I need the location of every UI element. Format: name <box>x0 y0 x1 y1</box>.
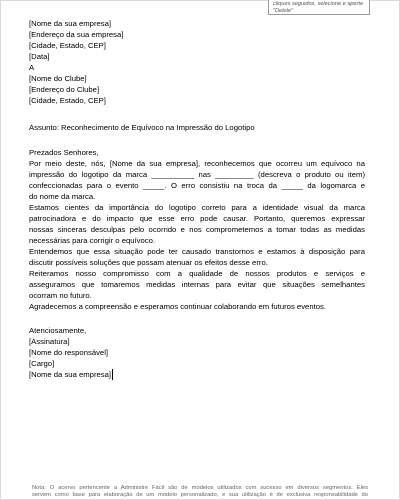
sender-block <box>29 18 365 62</box>
paragraph-5 <box>29 301 365 312</box>
paragraph-line: Reiteramos nosso compromisso com a qualidade de nossos produtos e serviços e <box>29 269 365 278</box>
closing-company-name-row <box>29 369 365 380</box>
paragraph-line: impressão do logotipo da marca __________ nas _________ (descreva o produto ou item) <box>29 170 365 179</box>
letter-subject: Assunto: Reconhecimento de Equívoco na Impressão do Logotipo <box>29 123 255 132</box>
footer-note-line: servem como base para elaboração de um modelo personalizado, e sua utilização é de exclusiva responsabilidade do <box>32 491 368 498</box>
closing-sign-off: Atenciosamente, <box>29 326 87 335</box>
paragraph-2 <box>29 202 365 246</box>
paragraph-4 <box>29 268 365 301</box>
spacer <box>29 312 365 325</box>
recipient-club-name[interactable]: [Nome do Clube] <box>29 74 87 83</box>
spacer <box>29 106 365 122</box>
sender-city-state-zip[interactable]: [Cidade, Estado, CEP] <box>29 41 106 50</box>
sender-company-address[interactable]: [Endereço da sua empresa] <box>29 30 124 39</box>
paragraph-line: Entendemos que essa situação pode ter causado transtornos e estamos à disposição para <box>29 247 365 256</box>
paragraph-line: Estamos cientes da importância do logotipo correto para a identidade visual da marca <box>29 203 365 212</box>
closing-signature[interactable]: [Assinatura] <box>29 337 70 346</box>
paragraph-line: necessárias para corrigir o equívoco. <box>29 236 156 245</box>
recipient-city-state-zip[interactable]: [Cidade, Estado, CEP] <box>29 96 106 105</box>
paragraph-3 <box>29 246 365 268</box>
footer-note-line: Nota: O acervo pertencente a Administre Fácil são de modelos utilizados com sucesso em diversos segmentos. Eles <box>32 485 368 491</box>
paragraph-line: Por meio deste, nós, [Nome da sua empresa], reconhecemos que ocorreu um equívoco na <box>29 159 365 168</box>
recipient-club-address[interactable]: [Endereço do Clube] <box>29 85 100 94</box>
letter-date[interactable]: [Data] <box>29 52 50 61</box>
closing-responsible-name[interactable]: [Nome do responsável] <box>29 348 109 357</box>
letter-greeting: Prezados Senhores, <box>29 148 99 157</box>
closing-position[interactable]: [Cargo] <box>29 359 55 368</box>
spacer <box>29 133 365 147</box>
paragraph-line: confeccionadas para o evento _____. O erro consistiu na troca da _____ da logomarca e <box>29 181 365 190</box>
paragraph-line: asseguramos que tomaremos medidas internas para evitar que situações semelhantes <box>29 280 365 289</box>
closing-block <box>29 325 365 380</box>
recipient-to-label: A <box>29 63 35 72</box>
footer-note <box>32 485 368 500</box>
closing-company-name[interactable]: [Nome da sua empresa] <box>29 370 112 379</box>
instruction-tip-text: cliques seguidos, selecione e aperte "Delete" <box>273 1 364 14</box>
paragraph-line: do nome da marca. <box>29 192 96 201</box>
paragraph-line: discutir possíveis soluções que possam atenuar os efeitos desse erro. <box>29 258 268 267</box>
letter-body <box>29 18 365 380</box>
paragraph-line: nossas sinceras desculpas pelo ocorrido e nos comprometemos a tomar todas as medidas <box>29 225 365 234</box>
recipient-block <box>29 62 365 106</box>
paragraph-line: Agradecemos a compreensão e esperamos continuar colaborando em futuros eventos. <box>29 302 326 311</box>
paragraph-line: ocorram no futuro. <box>29 291 92 300</box>
paragraph-line: patrocinadora e do impacto que esse erro pode causar. Portanto, queremos expressar <box>29 214 365 223</box>
instruction-tip <box>268 0 370 15</box>
paragraph-1 <box>29 158 365 202</box>
sender-company-name[interactable]: [Nome da sua empresa] <box>29 19 112 28</box>
